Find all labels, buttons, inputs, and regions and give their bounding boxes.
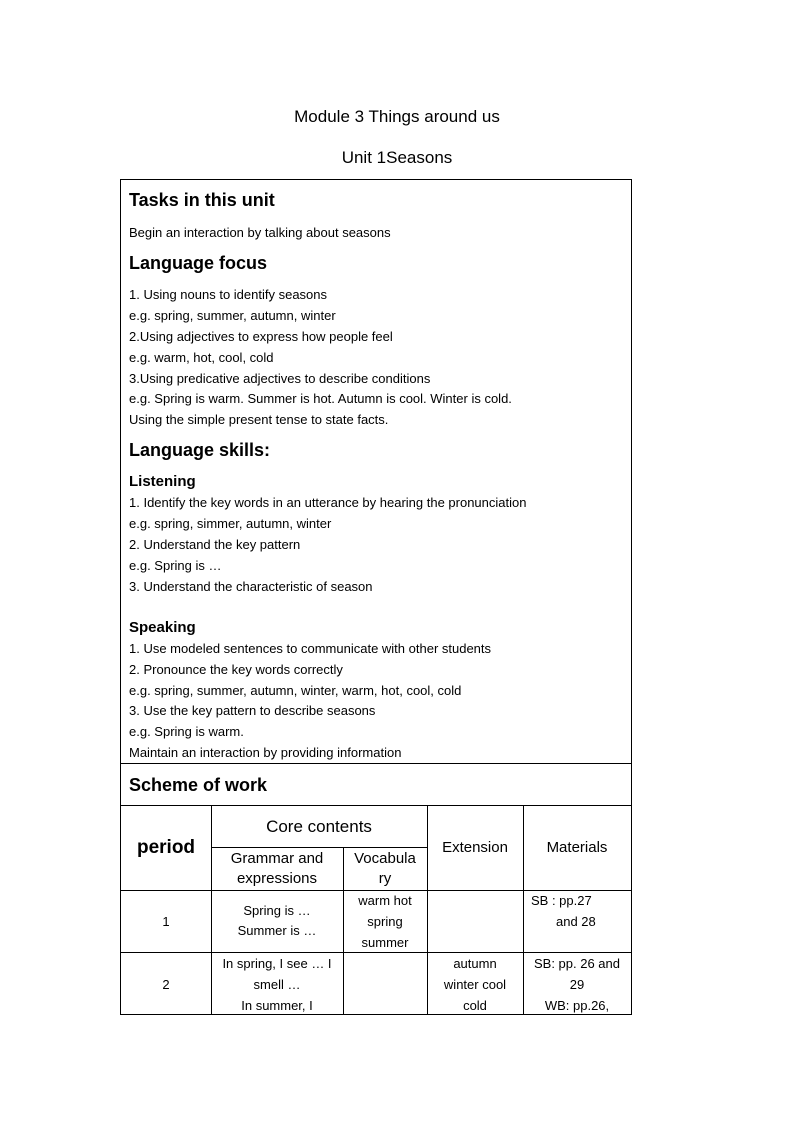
focus-line: 2.Using adjectives to express how people feel (129, 329, 393, 344)
header-grammar-line: expressions (236, 870, 318, 887)
speaking-line: 3. Use the key pattern to describe seasons (129, 703, 376, 718)
row2-materials-line: 29 (569, 977, 585, 992)
header-grammar-line: Grammar and (230, 850, 324, 867)
tasks-text: Begin an interaction by talking about seasons (129, 225, 391, 240)
header-period: period (136, 837, 196, 858)
listening-heading: Listening (129, 473, 196, 490)
row2-materials-line: SB: pp. 26 and (533, 956, 620, 971)
row1-vocabulary-line: spring (367, 914, 403, 929)
focus-line: Using the simple present tense to state facts. (129, 412, 389, 427)
core-contents-divider (211, 847, 427, 848)
listening-line: e.g. Spring is … (129, 558, 222, 573)
header-vocabulary (343, 849, 427, 889)
unit-title: Unit 1Seasons (341, 148, 453, 167)
speaking-line: Maintain an interaction by providing information (129, 745, 402, 760)
header-grammar (211, 849, 343, 889)
row1-period: 1 (162, 914, 170, 929)
row2-grammar-line: In spring, I see … I (222, 956, 332, 971)
listening-line: 3. Understand the characteristic of season (129, 579, 373, 594)
row2-grammar (211, 953, 343, 1016)
focus-line: e.g. warm, hot, cool, cold (129, 350, 274, 365)
scheme-heading: Scheme of work (129, 775, 268, 795)
row2-extension-line: autumn (453, 956, 497, 971)
row2-grammar-line: In summer, I (241, 998, 313, 1013)
row1-grammar-line: Summer is … (237, 923, 317, 938)
speaking-line: e.g. Spring is warm. (129, 724, 244, 739)
row1-vocabulary-line: summer (361, 935, 409, 950)
row1-grammar (211, 901, 343, 941)
row2-grammar-line: smell … (253, 977, 301, 992)
focus-line: e.g. Spring is warm. Summer is hot. Autumn is cool. Winter is cold. (129, 391, 512, 406)
focus-line: e.g. spring, summer, autumn, winter (129, 308, 336, 323)
unit-plan-box (120, 179, 632, 1015)
speaking-heading: Speaking (129, 619, 196, 636)
speaking-line: 2. Pronounce the key words correctly (129, 662, 343, 677)
row2-extension-line: winter cool (443, 977, 507, 992)
row1-materials-line: and 28 (556, 914, 596, 929)
table-top-border (121, 805, 631, 806)
header-vocabulary-line: ry (378, 870, 392, 887)
row2-materials-line: WB: pp.26, (544, 998, 610, 1013)
focus-line: 3.Using predicative adjectives to describe conditions (129, 371, 431, 386)
row2-materials (523, 953, 631, 1016)
row2-extension (427, 953, 523, 1016)
listening-line: e.g. spring, simmer, autumn, winter (129, 516, 332, 531)
module-title: Module 3 Things around us (294, 107, 500, 126)
section-divider (121, 763, 631, 764)
row2-extension-line: cold (463, 998, 487, 1013)
row1-materials-line: SB : pp.27 (531, 893, 592, 908)
row1-vocabulary (343, 890, 427, 953)
tasks-heading: Tasks in this unit (129, 190, 275, 210)
header-vocabulary-line: Vocabula (354, 850, 416, 867)
speaking-line: 1. Use modeled sentences to communicate with other students (129, 641, 492, 656)
language-focus-heading: Language focus (129, 253, 268, 273)
listening-line: 2. Understand the key pattern (129, 537, 301, 552)
row1-vocabulary-line: warm hot (358, 893, 412, 908)
row1-materials (523, 890, 613, 932)
speaking-line: e.g. spring, summer, autumn, winter, warm, hot, cool, cold (129, 683, 462, 698)
header-core-contents: Core contents (266, 817, 372, 836)
row1-grammar-line: Spring is … (243, 903, 311, 918)
header-materials: Materials (546, 839, 608, 856)
row2-period: 2 (162, 977, 170, 992)
focus-line: 1. Using nouns to identify seasons (129, 287, 328, 302)
language-skills-heading: Language skills: (129, 440, 271, 460)
header-extension: Extension (442, 839, 508, 856)
listening-line: 1. Identify the key words in an utterance by hearing the pronunciation (129, 495, 527, 510)
